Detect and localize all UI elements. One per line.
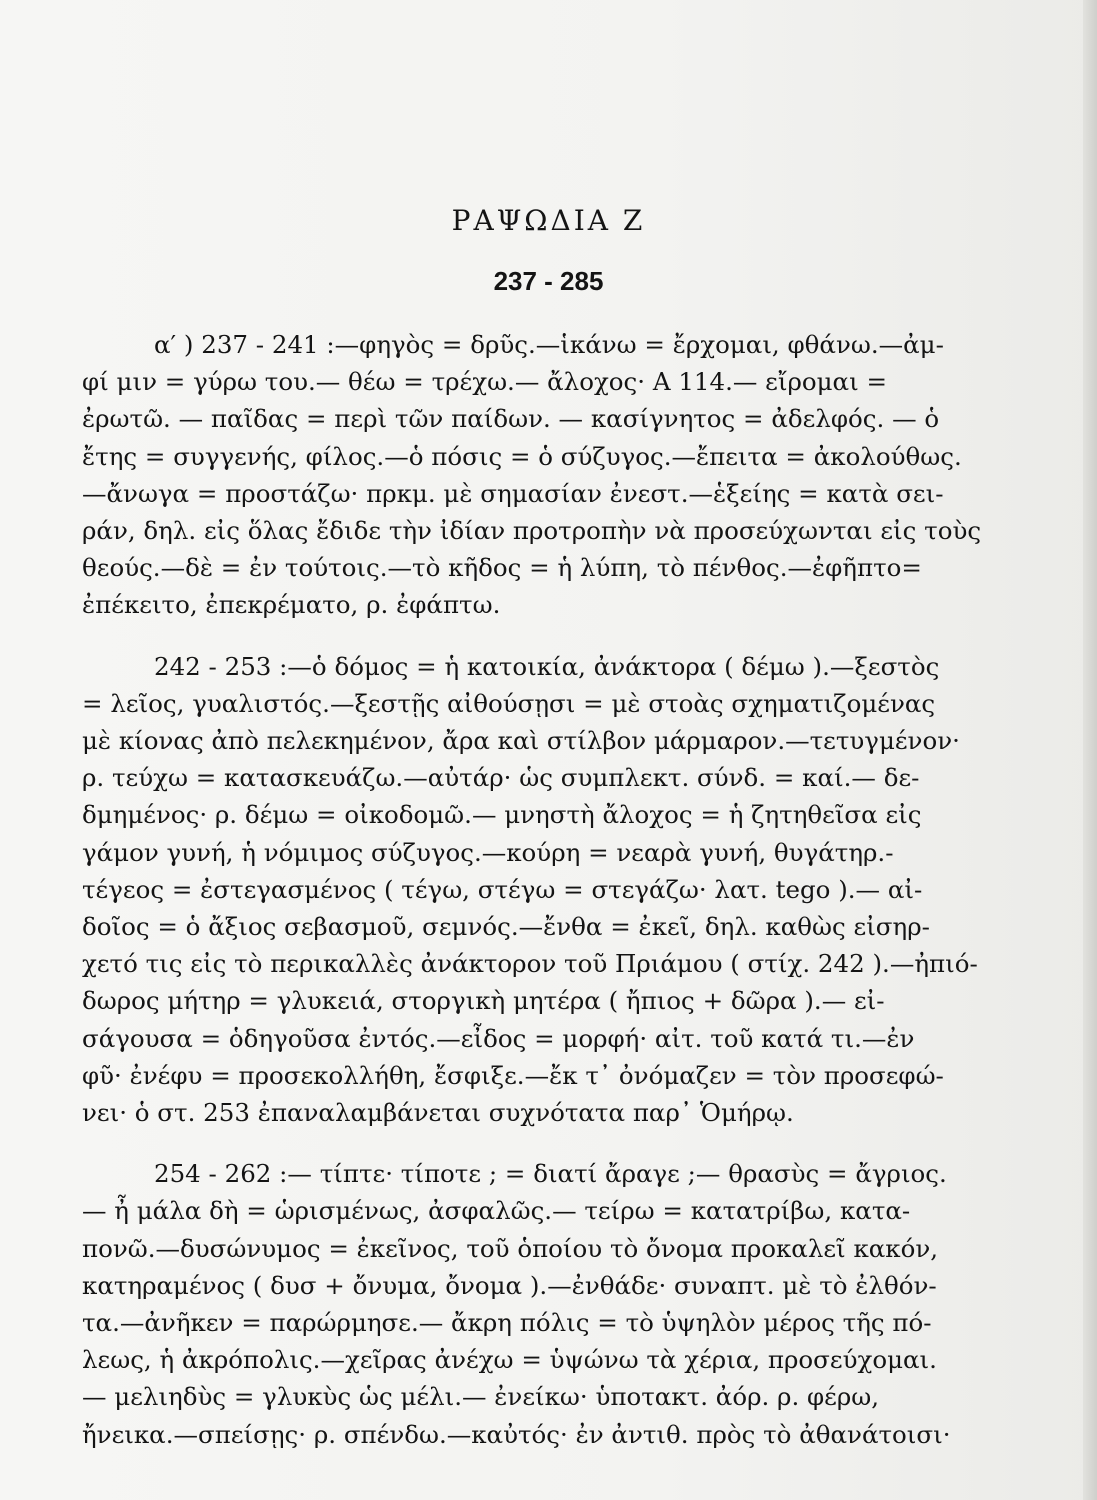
text-line: φί μιν = γύρω του.— θέω = τρέχω.— ἄλοχος· Α 114.— εἴρομαι = (82, 367, 888, 397)
chapter-title: ΡΑΨΩΔΙΑ Ζ (451, 204, 646, 237)
text-line: μὲ κίονας ἀπὸ πελεκημένον, ἄρα καὶ στίλβον μάρμαρον.—τετυγμένον· (82, 726, 960, 756)
text-line: φῦ· ἐνέφυ = προσεκολλήθη, ἔσφιξε.—ἔκ τ᾿ ὀνόμαζεν = τὸν προσεφώ- (82, 1060, 944, 1090)
text-line: τέγεος = ἐστεγασμένος ( τέγω, στέγω = στεγάζω· λατ. tego ).— αἰ- (82, 874, 923, 904)
text-line: χετό τις εἰς τὸ περικαλλὲς ἀνάκτορον τοῦ Πριάμου ( στίχ. 242 ).—ἠπιό- (82, 949, 978, 979)
text-line: ράν, δηλ. εἰς ὅλας ἔδιδε τὴν ἰδίαν προτροπὴν νὰ προσεύχωνται εἰς τοὺς (82, 516, 982, 546)
text-line: πονῶ.—δυσώνυμος = ἐκεῖνος, τοῦ ὁποίου τὸ ὄνομα προκαλεῖ κακόν, (82, 1233, 939, 1263)
text-line: ἔτης = συγγενής, φίλος.—ὁ πόσις = ὁ σύζυγος.—ἔπειτα = ἀκολούθως. (82, 441, 962, 471)
text-line: 254 - 262 :— τίπτε· τίποτε ; = διατί ἄραγε ;— θρασὺς = ἄγριος. (154, 1159, 947, 1189)
paragraph-242-253 (82, 648, 978, 1132)
text-line: σάγουσα = ὁδηγοῦσα ἐντός.—εἶδος = μορφή· αἰτ. τοῦ κατά τι.—ἐν (82, 1023, 915, 1053)
text-line: —ἄνωγα = προστάζω· πρκμ. μὲ σημασίαν ἐνεστ.—ἑξείης = κατὰ σει- (82, 478, 944, 508)
text-line: δμημένος· ρ. δέμω = οἰκοδομῶ.— μνηστὴ ἄλοχος = ἡ ζητηθεῖσα εἰς (82, 800, 922, 830)
text-line: θεούς.—δὲ = ἐν τούτοις.—τὸ κῆδος = ἡ λύπη, τὸ πένθος.—ἐφῆπτο= (82, 553, 922, 583)
text-line: δοῖος = ὁ ἄξιος σεβασμοῦ, σεμνός.—ἔνθα = ἐκεῖ, δηλ. καθὼς εἰσηρ- (82, 912, 930, 942)
text-line: κατηραμένος ( δυσ + ὄνυμα, ὄνομα ).—ἐνθάδε· συναπτ. μὲ τὸ ἐλθόν- (82, 1270, 937, 1300)
text-line: ἤνεικα.—σπείσῃς· ρ. σπένδω.—καὐτός· ἐν ἀντιθ. πρὸς τὸ ἀθανάτοισι· (82, 1419, 951, 1449)
text-line: — ἦ μάλα δὴ = ὡρισμένως, ἀσφαλῶς.— τείρω = κατατρίβω, κατα- (82, 1196, 911, 1226)
text-line: ἐρωτῶ. — παῖδας = περὶ τῶν παίδων. — κασίγνητος = ἀδελφός. — ὁ (82, 404, 940, 434)
text-line: α′ ) 237 - 241 :—φηγὸς = δρῦς.—ἱκάνω = ἔρχομαι, φθάνω.—ἀμ- (154, 330, 944, 359)
commentary-body (82, 326, 982, 1477)
paragraph-237-241 (82, 326, 982, 624)
text-line: νει· ὁ στ. 253 ἐπαναλαμβάνεται συχνότατα παρ᾿ Ὁμήρῳ. (82, 1098, 794, 1128)
text-line: δωρος μήτηρ = γλυκειά, στοργικὴ μητέρα ( ἤπιος + δῶρα ).— εἰ- (82, 986, 885, 1016)
text-line: ρ. τεύχω = κατασκευάζω.—αὐτάρ· ὡς συμπλεκτ. σύνδ. = καί.— δε- (82, 763, 920, 793)
text-line: ἐπέκειτο, ἐπεκρέματο, ρ. ἐφάπτω. (82, 590, 501, 620)
text-line: = λεῖος, γυαλιστός.—ξεστῇς αἰθούσῃσι = μὲ στοὰς σχηματιζομένας (82, 688, 936, 718)
text-line: τα.—ἀνῆκεν = παρώρμησε.— ἄκρη πόλις = τὸ ὑψηλὸν μέρος τῆς πό- (82, 1308, 932, 1338)
text-line: λεως, ἡ ἀκρόπολις.—χεῖρας ἀνέχω = ὑψώνω τὰ χέρια, προσεύχομαι. (82, 1345, 937, 1375)
text-line: 242 - 253 :—ὁ δόμος = ἡ κατοικία, ἀνάκτορα ( δέμω ).—ξεστὸς (154, 651, 940, 681)
paragraph-254-262 (82, 1155, 951, 1453)
verse-range: 237 - 285 (493, 266, 604, 296)
text-line: — μελιηδὺς = γλυκὺς ὡς μέλι.— ἐνείκω· ὑποτακτ. ἀόρ. ρ. φέρω, (82, 1382, 880, 1412)
text-line: γάμον γυνή, ἡ νόμιμος σύζυγος.—κούρη = νεαρὰ γυνή, θυγάτηρ.- (82, 837, 894, 867)
